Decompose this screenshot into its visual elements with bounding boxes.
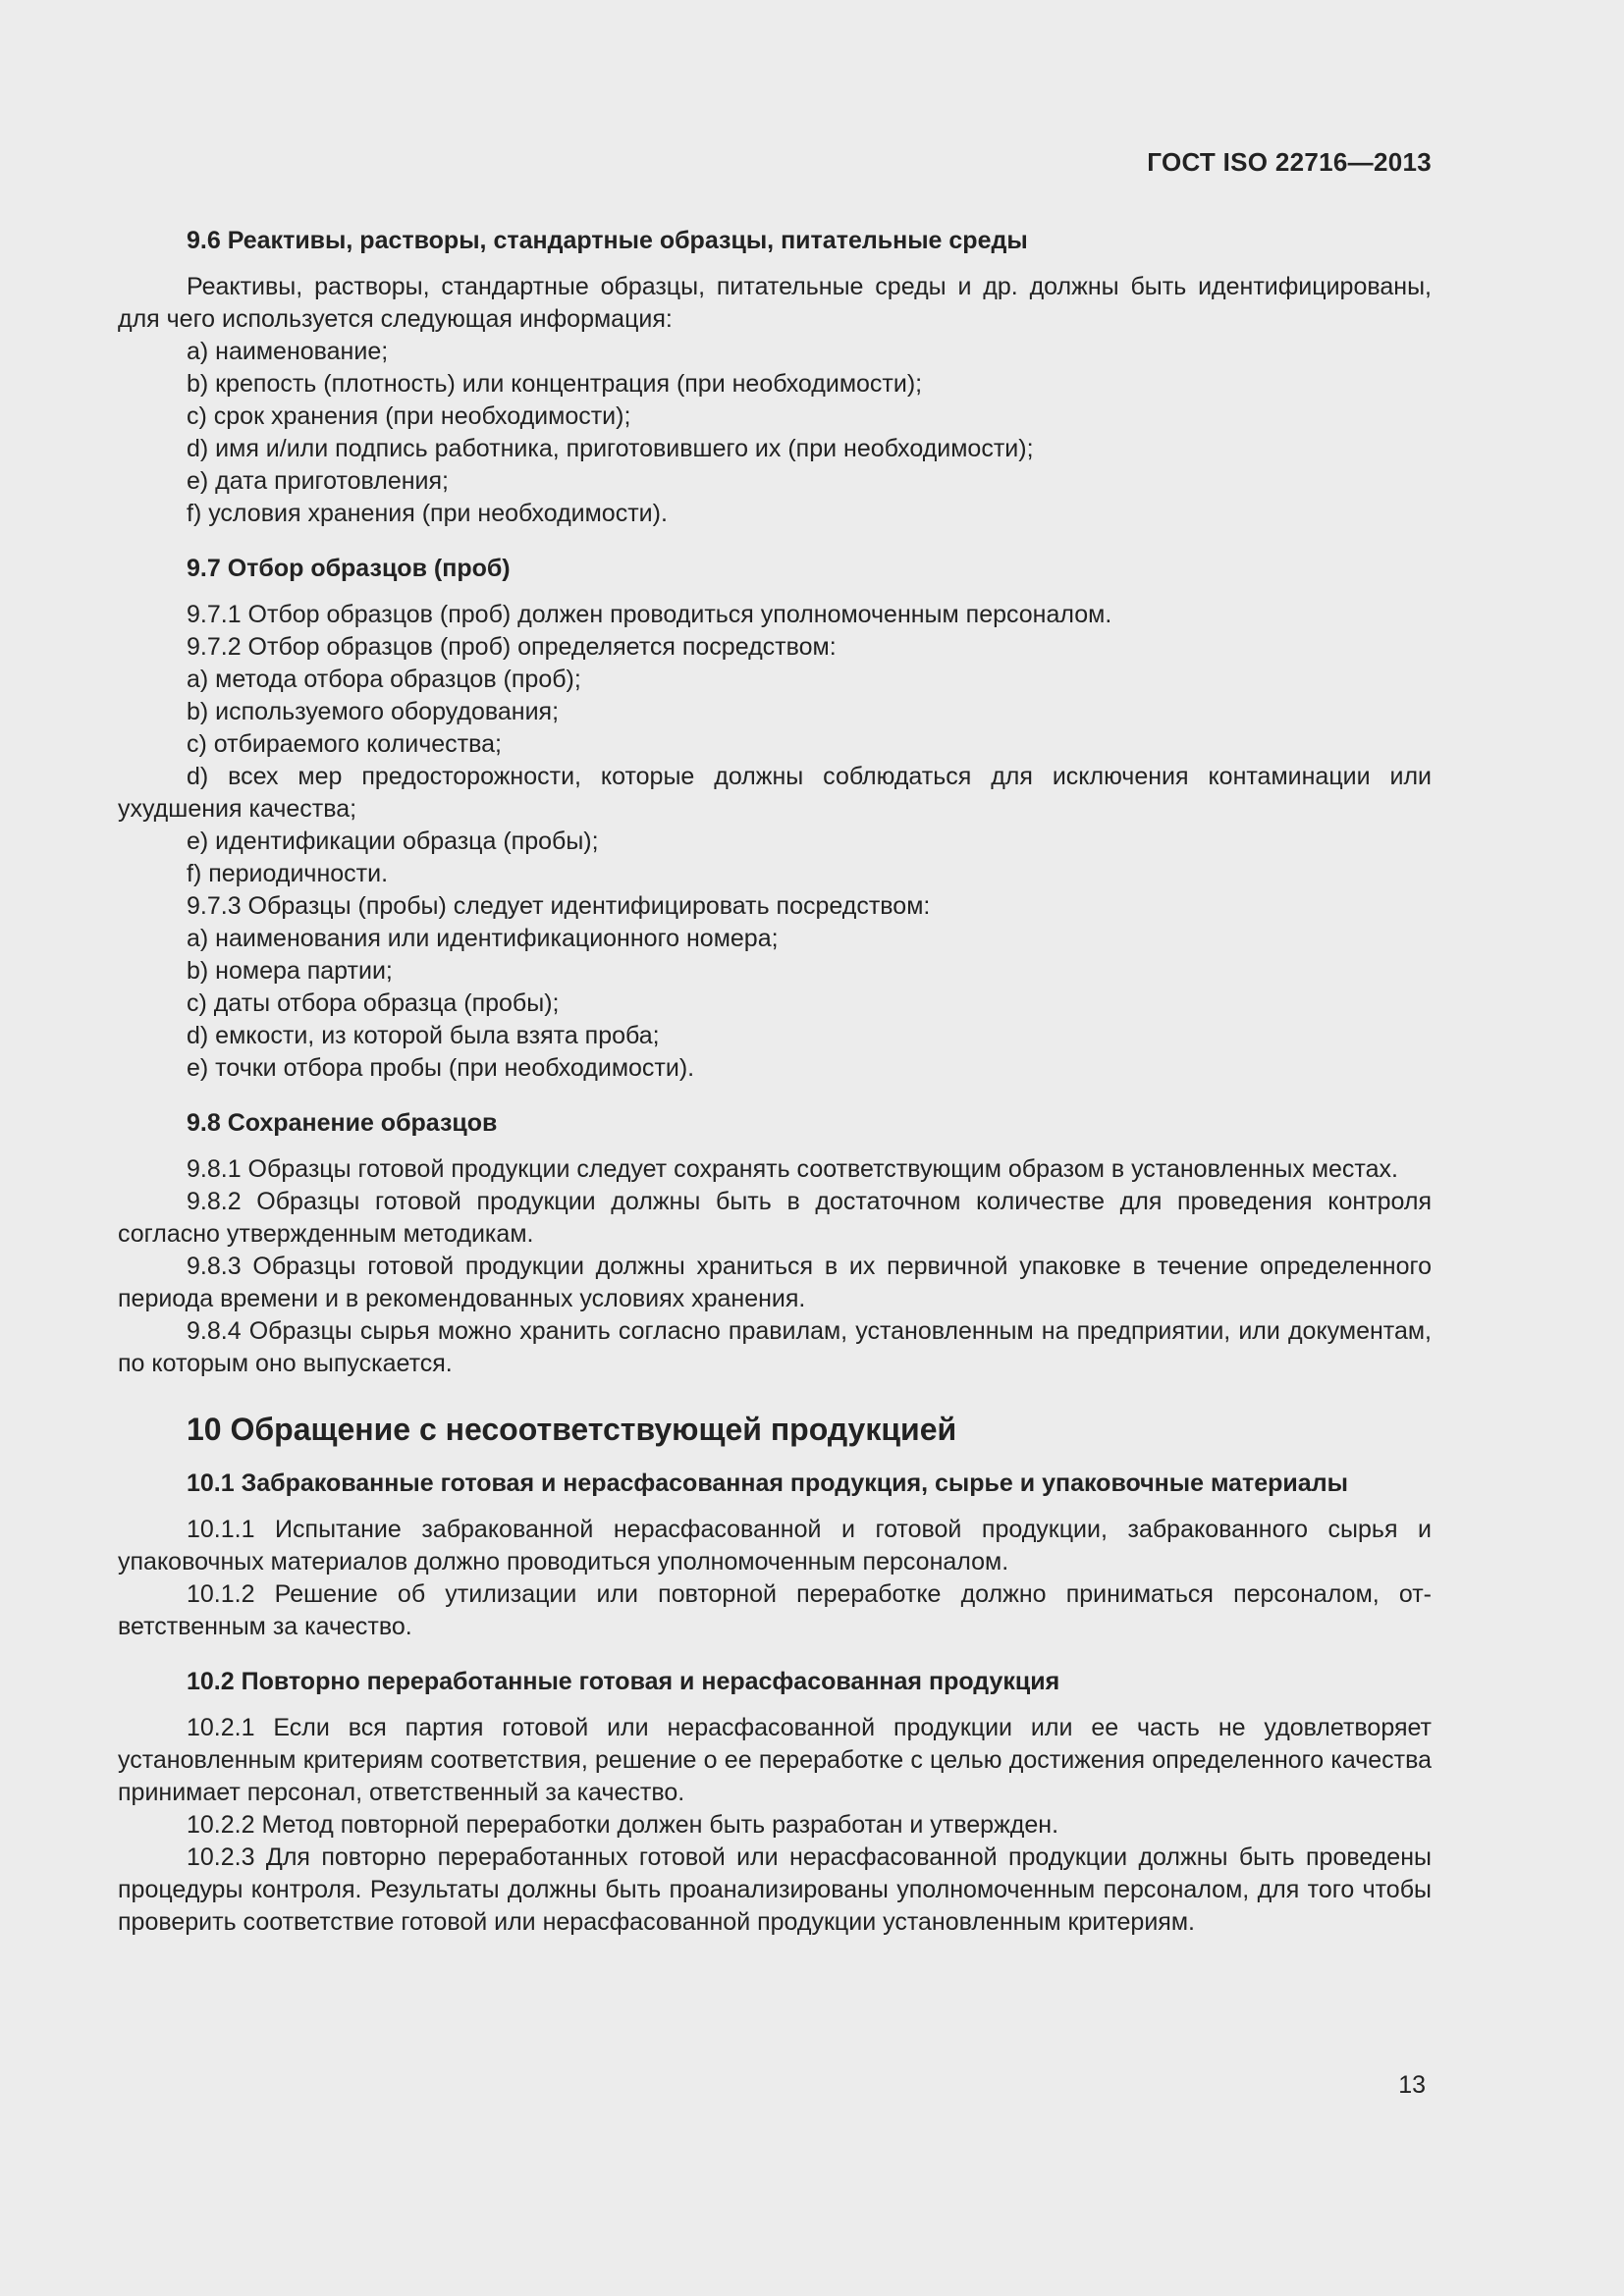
chapter-10-title: 10 Обращение с несоответствующей продукцией [187,1412,957,1447]
paragraph-10-2-2: 10.2.2 Метод повторной переработки должен быть разработан и утвержден. [187,1811,1059,1839]
section-9-6-intro: Реактивы, растворы, стандартные образцы, питательные среды и др. должны быть идентифицированы, для чего используется следующая информация: [118,273,1432,333]
list-item: b) используемого оборудования; [187,698,560,725]
list-item: e) точки отбора пробы (при необходимости). [187,1054,695,1082]
list-item: e) идентификации образца (пробы); [187,828,599,855]
paragraph-10-2-1: 10.2.1 Если вся партия готовой или нерасфасованной продукции или ее часть не удовлетворяет установленным критериям соответствия, решение о ее переработке с целью достижения определенного качества принимает персонал, ответственный за качество. [118,1714,1432,1806]
paragraph-9-8-1: 9.8.1 Образцы готовой продукции следует сохранять соответствующим образом в установленных местах. [187,1155,1398,1183]
page-number: 13 [1398,2071,1426,2099]
document-page [118,0,1432,2296]
list-item: f) периодичности. [187,860,389,887]
section-9-6-title: 9.6 Реактивы, растворы, стандартные образцы, питательные среды [187,227,1028,254]
list-item: c) срок хранения (при необходимости); [187,402,631,430]
paragraph-9-7-1: 9.7.1 Отбор образцов (проб) должен проводиться уполномоченным персоналом. [187,601,1112,628]
list-item: a) наименования или идентификационного номера; [187,925,779,952]
list-item: b) крепость (плотность) или концентрация (при необходимости); [187,370,923,398]
paragraph-9-8-2: 9.8.2 Образцы готовой продукции должны быть в достаточном количестве для проведения контроля согласно утвержденным методикам. [118,1188,1432,1248]
paragraph-10-2-3: 10.2.3 Для повторно переработанных готовой или нерасфасованной продукции должны быть проведены процедуры контроля. Результаты должны быть проанализированы уполномоченным персоналом, для того чтобы проверить соответствие готовой или нерасфасованной продукции установленным критериям. [118,1843,1432,1936]
list-item: e) дата приготовления; [187,467,449,495]
list-item: a) метода отбора образцов (проб); [187,666,581,693]
list-item: f) условия хранения (при необходимости). [187,500,668,527]
paragraph-9-7-3: 9.7.3 Образцы (пробы) следует идентифицировать посредством: [187,892,931,920]
paragraph-9-7-2: 9.7.2 Отбор образцов (проб) определяется посредством: [187,633,837,661]
list-item: b) номера партии; [187,957,393,985]
section-9-8-title: 9.8 Сохранение образцов [187,1109,498,1137]
paragraph-10-1-1: 10.1.1 Испытание забракованной нерасфасованной и готовой продукции, забракованного сырья и упаковочных материалов должно проводиться уполномоченным персоналом. [118,1516,1432,1575]
paragraph-10-1-2: 10.1.2 Решение об утилизации или повторной переработке должно приниматься персоналом, ответственным за качество. [118,1580,1432,1640]
page-content [118,224,1432,1939]
paragraph-9-8-3: 9.8.3 Образцы готовой продукции должны храниться в их первичной упаковке в течение определенного периода времени и в рекомендованных условиях хранения. [118,1253,1432,1312]
list-item: c) даты отбора образца (пробы); [187,989,560,1017]
section-10-1-title: 10.1 Забракованные готовая и нерасфасованная продукция, сырье и упаковочные материалы [187,1469,1348,1497]
paragraph-9-8-4: 9.8.4 Образцы сырья можно хранить согласно правилам, установленным на предприятии, или документам, по которым оно выпускается. [118,1317,1432,1377]
list-item: d) емкости, из которой была взята проба; [187,1022,660,1049]
list-item: c) отбираемого количества; [187,730,502,758]
list-item: d) имя и/или подпись работника, приготовившего их (при необходимости); [187,435,1034,462]
document-code: ГОСТ ISO 22716—2013 [1147,147,1432,177]
list-item: a) наименование; [187,338,389,365]
list-item: d) всех мер предосторожности, которые должны соблюдаться для исключения контаминации или ухудшения качества; [118,763,1432,823]
section-10-2-title: 10.2 Повторно переработанные готовая и нерасфасованная продукция [187,1668,1060,1695]
section-9-7-title: 9.7 Отбор образцов (проб) [187,555,511,582]
